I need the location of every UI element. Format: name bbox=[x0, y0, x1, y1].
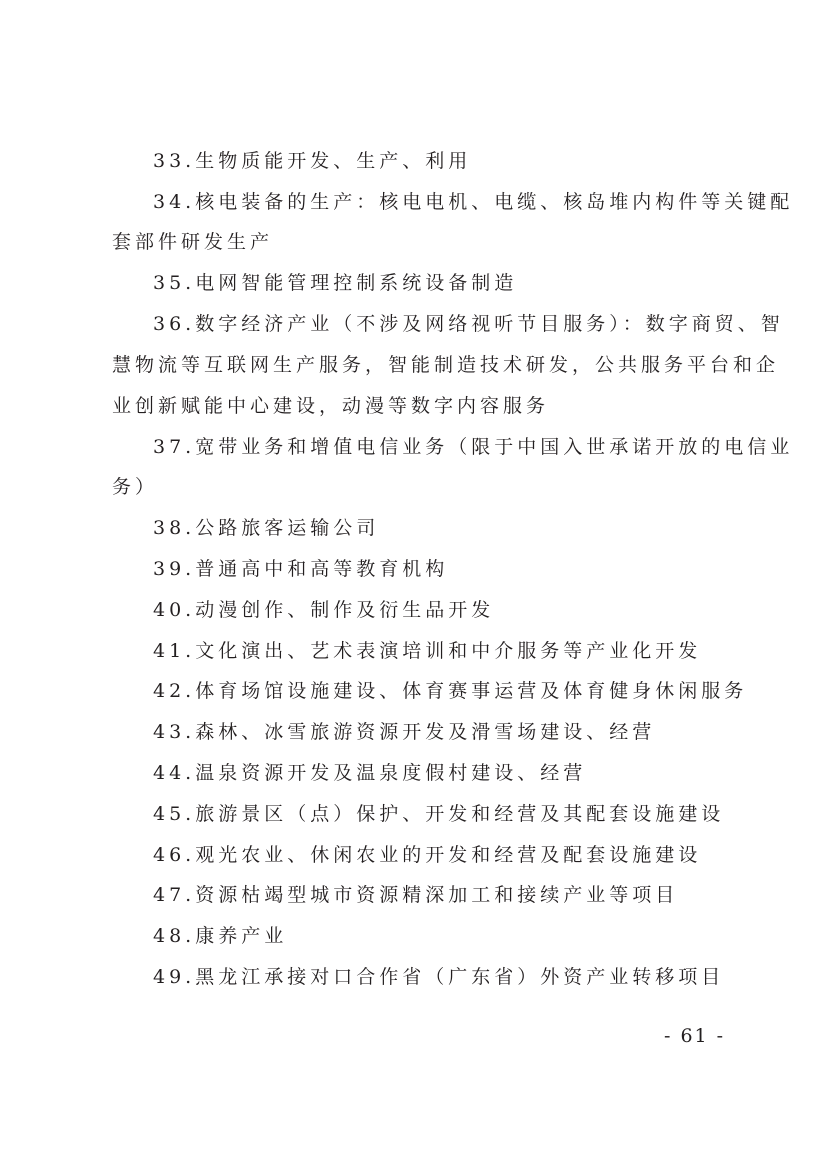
list-item-33: 33.生物质能开发、生产、利用 bbox=[153, 150, 472, 172]
list-item-37-line-1: 37.宽带业务和增值电信业务（限于中国入世承诺开放的电信业 bbox=[153, 436, 794, 458]
list-item-38: 38.公路旅客运输公司 bbox=[153, 517, 380, 539]
list-item-44: 44.温泉资源开发及温泉度假村建设、经营 bbox=[153, 762, 587, 784]
list-item-37-line-2: 务） bbox=[112, 476, 159, 498]
list-item-36-line-2: 慧物流等互联网生产服务，智能制造技术研发，公共服务平台和企 bbox=[112, 354, 780, 376]
list-item-47: 47.资源枯竭型城市资源精深加工和接续产业等项目 bbox=[153, 884, 679, 906]
list-item-46: 46.观光农业、休闲农业的开发和经营及配套设施建设 bbox=[153, 844, 702, 866]
list-item-42: 42.体育场馆设施建设、体育赛事运营及体育健身休闲服务 bbox=[153, 680, 748, 702]
page-number: - 61 - bbox=[664, 1025, 726, 1047]
list-item-40: 40.动漫创作、制作及衍生品开发 bbox=[153, 599, 495, 621]
list-item-34-line-2: 套部件研发生产 bbox=[112, 231, 274, 253]
list-item-36-line-3: 业创新赋能中心建设，动漫等数字内容服务 bbox=[112, 395, 550, 417]
list-item-39: 39.普通高中和高等教育机构 bbox=[153, 558, 449, 580]
list-item-43: 43.森林、冰雪旅游资源开发及滑雪场建设、经营 bbox=[153, 721, 656, 743]
list-item-48: 48.康养产业 bbox=[153, 925, 288, 947]
list-item-36-line-1: 36.数字经济产业（不涉及网络视听节目服务）：数字商贸、智 bbox=[153, 313, 784, 335]
list-item-49: 49.黑龙江承接对口合作省（广东省）外资产业转移项目 bbox=[153, 966, 725, 988]
list-item-35: 35.电网智能管理控制系统设备制造 bbox=[153, 272, 518, 294]
list-item-45: 45.旅游景区（点）保护、开发和经营及其配套设施建设 bbox=[153, 803, 725, 825]
list-item-34-line-1: 34.核电装备的生产：核电电机、电缆、核岛堆内构件等关键配 bbox=[153, 191, 794, 213]
list-item-41: 41.文化演出、艺术表演培训和中介服务等产业化开发 bbox=[153, 640, 702, 662]
